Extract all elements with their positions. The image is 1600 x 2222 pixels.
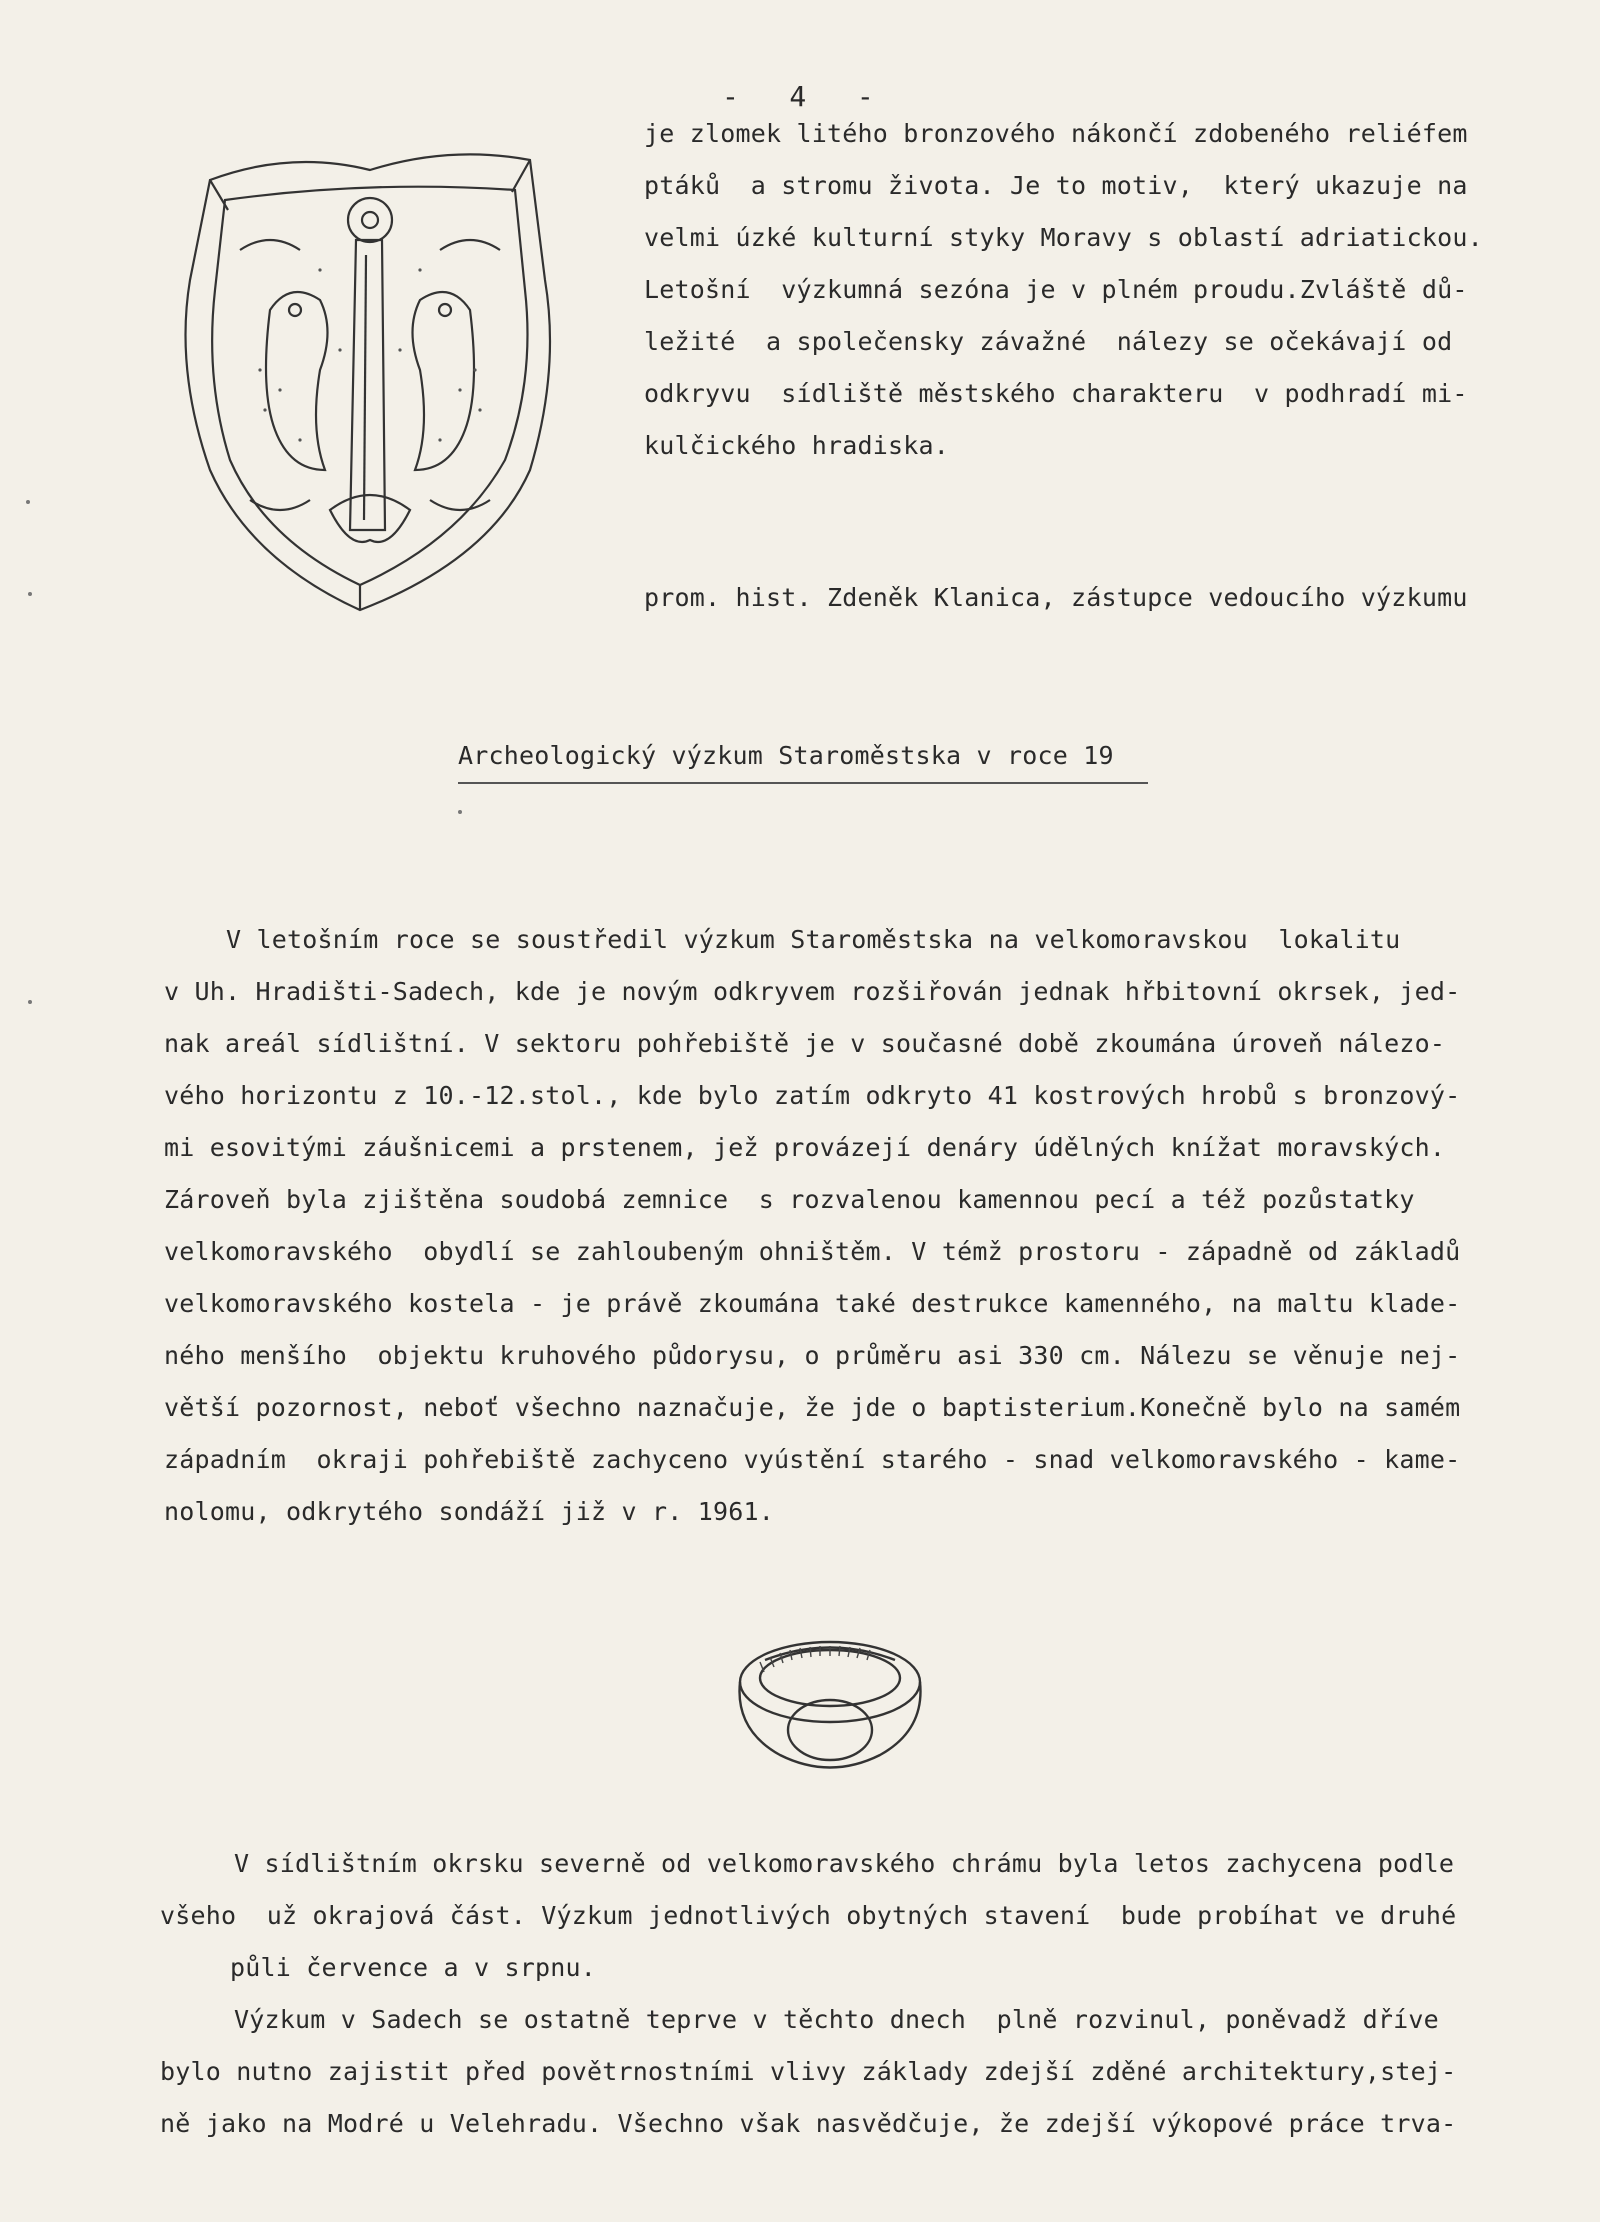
body-line: ného menšího objektu kruhového půdorysu, o průměru asi 330 cm. Nálezu se věnuje nej- xyxy=(164,1341,1461,1370)
body-line: západním okraji pohřebiště zachyceno vyústění starého - snad velkomoravského - kame- xyxy=(164,1445,1461,1474)
stray-mark xyxy=(28,592,32,596)
body-line: V letošním roce se soustředil výzkum Staroměstska na velkomoravskou lokalitu xyxy=(226,925,1401,954)
body-line: nak areál sídlištní. V sektoru pohřebiště je v současné době zkoumána úroveň nálezo- xyxy=(164,1029,1446,1058)
body-line: V sídlištním okrsku severně od velkomoravského chrámu byla letos zachycena podle xyxy=(234,1849,1455,1878)
body-line: nolomu, odkrytého sondáží již v r. 1961. xyxy=(164,1497,775,1526)
body-line: ně jako na Modré u Velehradu. Všechno však nasvědčuje, že zdejší výkopové práce trva- xyxy=(160,2109,1457,2138)
author-signature: prom. hist. Zdeněk Klanica, zástupce vedoucího výzkumu xyxy=(644,583,1468,612)
page-number: - 4 - xyxy=(722,80,874,113)
body-line: Výzkum v Sadech se ostatně teprve v těchto dnech plně rozvinul, poněvadž dříve xyxy=(234,2005,1439,2034)
body-line: Zároveň byla zjištěna soudobá zemnice s rozvalenou kamennou pecí a též pozůstatky xyxy=(164,1185,1415,1214)
body-line: v Uh. Hradišti-Sadech, kde je novým odkryvem rozšiřován jednak hřbitovní okrsek, jed- xyxy=(164,977,1461,1006)
stray-mark xyxy=(458,810,462,814)
intro-line: ležité a společensky závažné nálezy se očekávají od xyxy=(644,327,1453,356)
intro-line: ptáků a stromu života. Je to motiv, který ukazuje na xyxy=(644,171,1468,200)
intro-line: velmi úzké kulturní styky Moravy s oblastí adriatickou. xyxy=(644,223,1483,252)
body-line: všeho už okrajová část. Výzkum jednotlivých obytných stavení bude probíhat ve druhé xyxy=(160,1901,1457,1930)
body-line: mi esovitými záušnicemi a prstenem, jež provázejí denáry údělných knížat moravských. xyxy=(164,1133,1446,1162)
stray-mark xyxy=(26,500,30,504)
intro-line: je zlomek litého bronzového nákončí zdobeného reliéfem xyxy=(644,119,1468,148)
body-line: bylo nutno zajistit před povětrnostními vlivy základy zdejší zděné architektury,stej- xyxy=(160,2057,1457,2086)
body-line: vého horizontu z 10.-12.stol., kde bylo zatím odkryto 41 kostrových hrobů s bronzový- xyxy=(164,1081,1461,1110)
strap-end-illustration xyxy=(170,140,570,620)
body-line: půli července a v srpnu. xyxy=(230,1953,597,1982)
intro-line: odkryvu sídliště městského charakteru v podhradí mi- xyxy=(644,379,1468,408)
body-line: větší pozornost, neboť všechno naznačuje, že jde o baptisterium.Konečně bylo na samém xyxy=(164,1393,1461,1422)
body-line: velkomoravského obydlí se zahloubeným ohništěm. V témž prostoru - západně od základů xyxy=(164,1237,1461,1266)
body-line: velkomoravského kostela - je právě zkoumána také destrukce kamenného, na maltu klade- xyxy=(164,1289,1461,1318)
intro-line: kulčického hradiska. xyxy=(644,431,950,460)
intro-line: Letošní výzkumná sezóna je v plném proudu.Zvláště dů- xyxy=(644,275,1468,304)
stray-mark xyxy=(28,1000,32,1004)
heading-underline xyxy=(458,782,1148,784)
section-heading: Archeologický výzkum Staroměstska v roce 19 xyxy=(458,741,1114,770)
ring-illustration xyxy=(720,1620,940,1780)
